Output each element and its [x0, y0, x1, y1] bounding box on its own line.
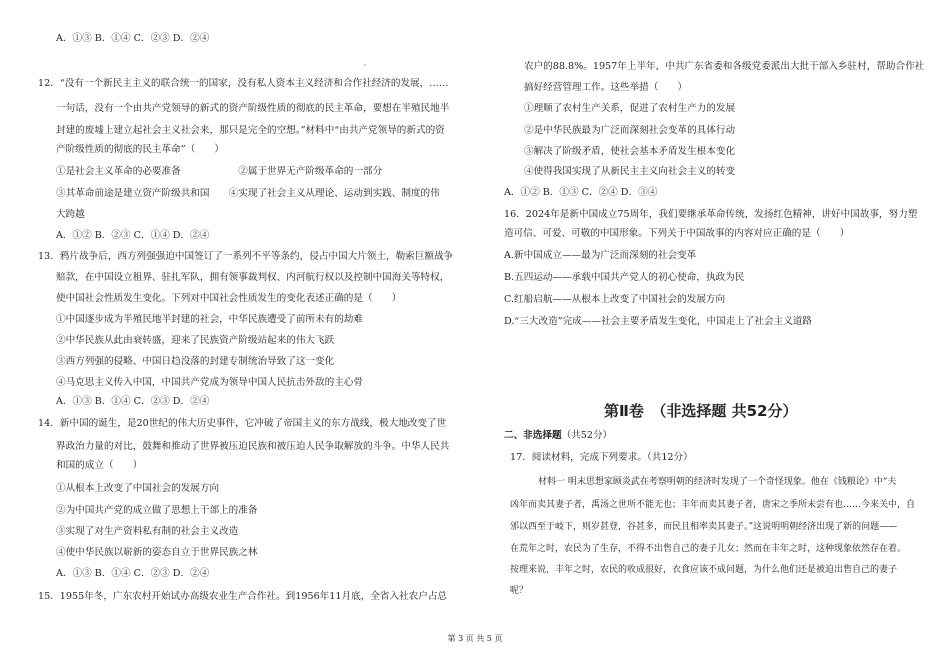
- material-line: 呢？: [510, 586, 529, 596]
- left-line: 13．鸦片战争后，西方列强强迫中国签订了一系列不平等条约，侵占中国大片领土，勒索巨额战争: [38, 251, 454, 262]
- right-line: C.红船启航——从根本上改变了中国社会的发展方向: [504, 294, 726, 305]
- question-17: 17．阅读材料，完成下列要求。（共12分）: [510, 452, 693, 463]
- left-line: 15．1955年冬，广东农村开始试办高级农业生产合作社。到1956年11月底，全省入社农户占总: [38, 591, 448, 602]
- left-line: ④使中华民族以崭新的姿态自立于世界民族之林: [56, 547, 258, 558]
- left-line: 大跨越: [56, 209, 85, 220]
- left-line: 12．“没有一个新民主主义的联合统一的国家，没有私人资本主义经济和合作社经济的发展，……: [38, 78, 449, 89]
- right-line: D.“三大改造”完成——社会主要矛盾发生变化，中国走上了社会主义道路: [504, 316, 813, 327]
- material-line: 按理来说，丰年之时，农民的收成很好，衣食应该不成问题，为什么他们还是被迫出售自己的妻子: [510, 565, 898, 575]
- material-line: 凶年而卖其妻子者，禹汤之世所不能无也；丰年而卖其妻子者，唐宋之季所未尝有也……今来关中，自: [510, 500, 916, 510]
- right-line: 造可信、可爱、可敬的中国形象。下列关于中国故事的内容对应正确的是（ ）: [504, 228, 850, 239]
- left-line: ①从根本上改变了中国社会的发展方向: [56, 483, 220, 494]
- right-line: 农户的88.8%。1957年上半年，中共广东省委和各级党委派出大批干部入乡驻村，帮助合作社: [524, 61, 925, 72]
- left-line: ④马克思主义传入中国，中国共产党成为领导中国人民抗击外敌的主心骨: [56, 377, 363, 388]
- left-line: 赔款，在中国设立租界、驻扎军队，拥有领事裁判权、内河航行权以及控制中国海关等特权，: [56, 272, 450, 283]
- left-line: A．①③ B．①④ C．②③ D．②④: [56, 568, 210, 579]
- left-line: 一句话，没有一个由共产党领导的新式的资产阶级性质的彻底的民主革命，要想在半殖民地半: [56, 103, 450, 114]
- left-line: A．①③ B．①④ C．②③ D．②④: [56, 396, 210, 407]
- section-title: 第Ⅱ卷 （非选择题 共52分）: [604, 402, 798, 420]
- sub-heading: [504, 430, 612, 442]
- material-line: 在荒年之时，农民为了生存，不得不出售自己的妻子儿女；然而在丰年之时，这种现象依然存在着。: [510, 544, 907, 554]
- left-line: ③其革命前途是建立资产阶级共和国 ④实现了社会主义从理论、运动到实践、制度的伟: [56, 188, 440, 199]
- left-line: ①是社会主义革命的必要准备 ②属于世界无产阶级革命的一部分: [56, 166, 383, 177]
- material-line: 邠以西至于岐下，则岁甚登，谷甚多，而民且相率卖其妻子。”这说明明朝经济出现了新的问题——: [510, 522, 898, 532]
- left-line: 使中国社会性质发生变化。下列对中国社会性质发生的变化表述正确的是（ ）: [56, 293, 402, 304]
- left-line: ②中华民族从此由衰转盛，迎来了民族资产阶级站起来的伟大飞跃: [56, 335, 335, 346]
- left-line: 14．新中国的诞生，是20世纪的伟大历史事件，它冲破了帝国主义的东方战线，极大地改变了世: [38, 418, 447, 429]
- right-line: A．①② B．①③ C．②④ D．③④: [504, 187, 658, 198]
- right-line: B.五四运动——承载中国共产党人的初心使命，执政为民: [504, 272, 745, 283]
- left-line: 封建的废墟上建立起社会主义社会来，那只是完全的空想。”材料中“由共产党领导的新式的资: [56, 125, 445, 136]
- decorative-dot: [364, 64, 366, 66]
- sub-heading-bold: 二、非选择题: [504, 430, 562, 441]
- left-line: 界政治力量的对比，鼓舞和推动了世界被压迫民族和被压迫人民争取解放的斗争。中华人民共: [56, 441, 450, 452]
- left-line: 产阶级性质的彻底的民主革命”（ ）: [56, 144, 224, 155]
- right-line: ④使得我国实现了从新民主主义向社会主义的转变: [524, 166, 736, 177]
- left-line: A．①③ B．①④ C．②③ D．②④: [56, 33, 210, 44]
- right-line: A.新中国成立——最为广泛而深刻的社会变革: [504, 250, 697, 261]
- left-line: ③西方列强的侵略、中国日趋没落的封建专制统治导致了这一变化: [56, 356, 335, 367]
- right-line: ②是中华民族最为广泛而深刻社会变革的具体行动: [524, 125, 736, 136]
- right-line: 16．2024年是新中国成立75周年，我们要继承革命传统，发扬红色精神，讲好中国故事，努力塑: [504, 209, 918, 220]
- left-line: A．①② B．②③ C．①④ D．②④: [56, 230, 210, 241]
- right-line: ③解决了阶级矛盾，使社会基本矛盾发生根本变化: [524, 146, 736, 157]
- page-footer: 第 3 页 共 5 页: [447, 634, 503, 643]
- left-line: 和国的成立（ ）: [56, 460, 143, 471]
- right-line: ①理顺了农村生产关系，促进了农村生产力的发展: [524, 103, 736, 114]
- left-line: ②为中国共产党的成立做了思想上干部上的准备: [56, 505, 258, 516]
- left-line: ③实现了对生产资料私有制的社会主义改造: [56, 526, 239, 537]
- material-line: 材料一 明末思想家顾炎武在考察明朝的经济时发现了一个奇怪现象。他在《钱粮论》中“夫: [538, 477, 897, 487]
- right-line: 搞好经营管理工作。这些举措（ ）: [524, 82, 688, 93]
- sub-heading-rest: （共52分）: [561, 430, 613, 441]
- left-line: ①中国逐步成为半殖民地半封建的社会，中华民族遭受了前所未有的劫难: [56, 314, 363, 325]
